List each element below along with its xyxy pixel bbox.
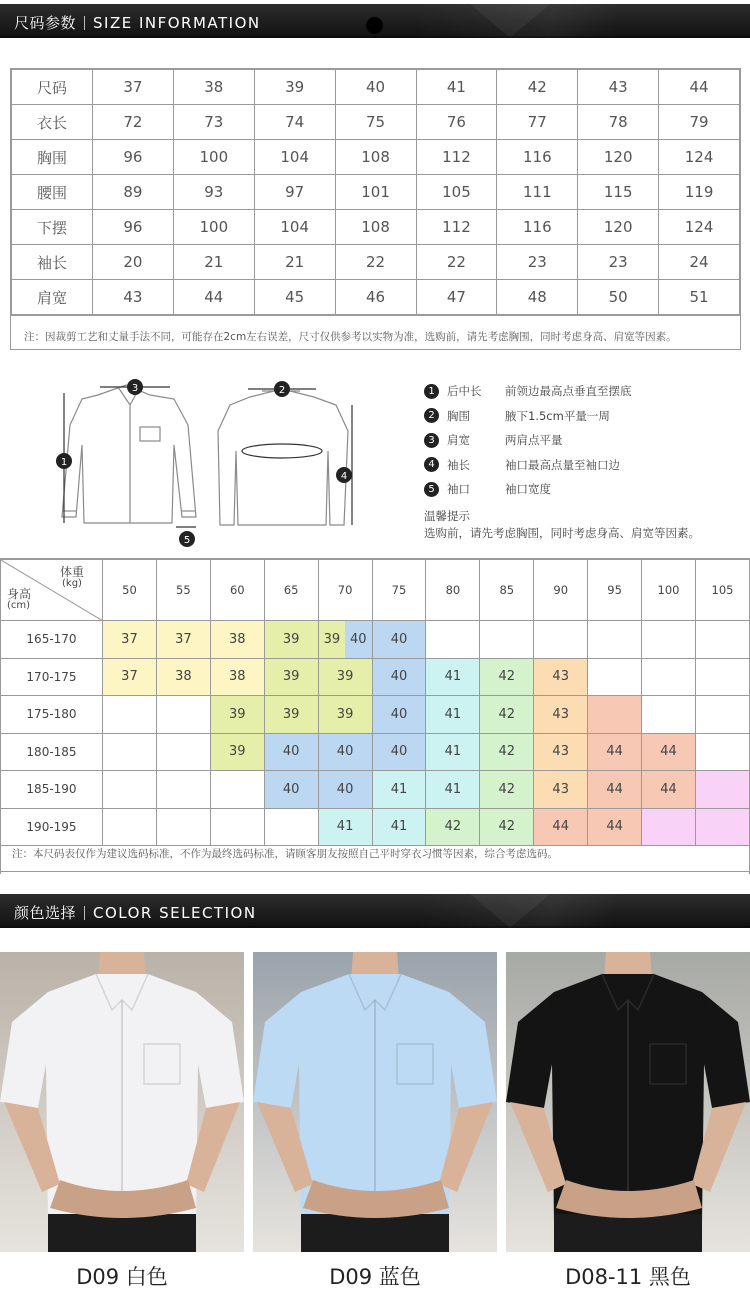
legend-name: 后中长 — [447, 384, 482, 399]
recommended-size-cell — [103, 696, 157, 734]
size-cell: 23 — [578, 245, 659, 280]
size-info-banner — [0, 4, 750, 38]
recommended-size-cell: 37 — [103, 658, 157, 696]
size-cell: 37 — [93, 70, 174, 105]
banner-decoration-triangle — [470, 894, 550, 928]
weight-unit: (kg) — [62, 578, 82, 589]
recommended-size-cell — [588, 621, 642, 659]
size-row — [12, 280, 740, 315]
size-cell: 21 — [173, 245, 254, 280]
size-table — [10, 68, 741, 350]
size-info-title-en: SIZE INFORMATION — [93, 14, 261, 32]
recommended-size-cell — [642, 621, 696, 659]
tip-text: 选购前，请先考虑胸围，同时考虑身高、肩宽等因素。 — [424, 526, 700, 540]
size-row — [12, 175, 740, 210]
size-cell: 111 — [497, 175, 578, 210]
size-cell: 24 — [659, 245, 740, 280]
size-cell: 115 — [578, 175, 659, 210]
size-cell: 124 — [659, 140, 740, 175]
recommended-size-cell: 38 — [210, 621, 264, 659]
recommended-size-cell: 40 — [264, 771, 318, 809]
marker-1-label: 1 — [60, 457, 68, 468]
weight-label: 体重 — [59, 565, 84, 579]
size-recommendation-table — [0, 558, 750, 872]
weight-header-cell: 55 — [156, 560, 210, 621]
recommended-size-cell: 43 — [534, 733, 588, 771]
legend-number-icon: 3 — [424, 433, 439, 448]
recommended-size-cell — [534, 621, 588, 659]
recommended-size-cell: 40 — [372, 696, 426, 734]
height-unit: (cm) — [7, 600, 31, 611]
recommended-size-cell — [480, 621, 534, 659]
table-corner-header — [1, 560, 103, 621]
banner-decoration-triangle — [470, 4, 550, 38]
recommended-size-cell: 39 — [318, 658, 372, 696]
marker-2-label: 2 — [278, 385, 286, 396]
product-image-blue[interactable] — [253, 952, 497, 1252]
shirt-photo-illustration — [0, 952, 244, 1252]
legend-number-icon: 1 — [424, 384, 439, 399]
recommended-size-cell: 40 — [318, 771, 372, 809]
weight-header-row — [1, 560, 750, 621]
size-cell: 96 — [93, 210, 174, 245]
recommended-size-cell: 41 — [426, 733, 480, 771]
recommended-size-cell: 43 — [534, 771, 588, 809]
weight-header-cell: 95 — [588, 560, 642, 621]
size-cell: 72 — [93, 105, 174, 140]
legend-name: 胸围 — [447, 408, 470, 423]
size-row — [12, 70, 740, 105]
split-size-value: 40 — [345, 621, 371, 658]
weight-header-cell: 50 — [103, 560, 157, 621]
recommended-size-cell: 40 — [264, 733, 318, 771]
recommended-size-cell: 43 — [534, 696, 588, 734]
size-info-title — [14, 12, 261, 33]
size-cell: 46 — [335, 280, 416, 315]
tip-title: 温馨提示 — [424, 509, 470, 523]
marker-5-label: 5 — [183, 535, 191, 546]
size-cell: 41 — [416, 70, 497, 105]
recommended-size-cell — [695, 808, 749, 846]
size-cell: 79 — [659, 105, 740, 140]
size-cell: 120 — [578, 140, 659, 175]
recommended-size-cell: 44 — [588, 808, 642, 846]
recommended-size-cell — [426, 621, 480, 659]
size-row — [12, 105, 740, 140]
recommended-size-cell — [156, 733, 210, 771]
recommended-size-cell: 40 — [372, 621, 426, 659]
recommended-size-cell — [695, 621, 749, 659]
recommended-size-cell — [210, 771, 264, 809]
legend-description: 前领边最高点垂直至摆底 — [505, 384, 632, 399]
recommended-size-cell: 42 — [480, 733, 534, 771]
size-cell: 116 — [497, 140, 578, 175]
size-cell: 93 — [173, 175, 254, 210]
recommended-size-cell: 41 — [426, 771, 480, 809]
legend-row — [424, 453, 632, 478]
recommended-size-cell — [156, 771, 210, 809]
recommended-size-cell: 38 — [156, 658, 210, 696]
recommended-size-cell: 39 — [318, 696, 372, 734]
height-row — [1, 621, 750, 659]
split-size-value: 39 — [319, 621, 345, 658]
size-cell: 38 — [173, 70, 254, 105]
product-label-white: D09 白色 — [76, 1265, 168, 1289]
legend-name: 袖长 — [447, 457, 470, 472]
recommended-size-cell: 40 — [372, 658, 426, 696]
weight-header-cell: 70 — [318, 560, 372, 621]
recommended-size-cell — [642, 696, 696, 734]
model-trousers — [48, 1214, 196, 1252]
size-cell: 104 — [254, 140, 335, 175]
recommended-size-cell — [642, 808, 696, 846]
legend-row — [424, 404, 632, 429]
height-range-label: 165-170 — [1, 621, 103, 659]
marker-4-label: 4 — [340, 471, 348, 482]
legend-number-icon: 4 — [424, 457, 439, 472]
size-row-label: 下摆 — [12, 210, 93, 245]
size-cell: 78 — [578, 105, 659, 140]
product-label-blue: D09 蓝色 — [329, 1265, 421, 1289]
split-size-cell — [319, 621, 372, 658]
size-cell: 73 — [173, 105, 254, 140]
size-cell: 116 — [497, 210, 578, 245]
size-cell: 74 — [254, 105, 335, 140]
size-row — [12, 245, 740, 280]
recommended-size-cell — [695, 733, 749, 771]
size-cell: 20 — [93, 245, 174, 280]
recommended-size-cell: 42 — [480, 696, 534, 734]
size-cell: 108 — [335, 210, 416, 245]
size-cell: 105 — [416, 175, 497, 210]
legend-row — [424, 428, 632, 453]
height-label: 身高 — [7, 587, 32, 601]
size-cell: 89 — [93, 175, 174, 210]
size-row-label: 衣长 — [12, 105, 93, 140]
shopping-tip — [424, 508, 700, 542]
weight-header-cell: 65 — [264, 560, 318, 621]
size-table-grid — [11, 69, 740, 315]
shirt-photo-illustration — [253, 952, 497, 1252]
size-info-title-cn: 尺码参数 — [14, 14, 77, 32]
measurement-diagram — [0, 365, 750, 555]
product-label-black: D08-11 黑色 — [565, 1265, 691, 1289]
size-cell: 40 — [335, 70, 416, 105]
title-separator — [84, 16, 85, 30]
weight-axis-label — [60, 566, 84, 590]
size-row-label: 腰围 — [12, 175, 93, 210]
size-cell: 44 — [659, 70, 740, 105]
size-cell: 108 — [335, 140, 416, 175]
title-separator — [84, 906, 85, 920]
height-row — [1, 658, 750, 696]
size-cell: 21 — [254, 245, 335, 280]
weight-header-cell: 85 — [480, 560, 534, 621]
recommended-size-cell: 42 — [480, 771, 534, 809]
size-row — [12, 210, 740, 245]
height-range-label: 180-185 — [1, 733, 103, 771]
legend-description: 两肩点平量 — [505, 433, 563, 448]
size-row-label: 肩宽 — [12, 280, 93, 315]
recommended-size-cell: 37 — [156, 621, 210, 659]
size-cell: 23 — [497, 245, 578, 280]
recommended-size-cell: 39 — [210, 733, 264, 771]
banner-shadow — [0, 36, 750, 38]
weight-header-cell: 80 — [426, 560, 480, 621]
recommended-size-cell — [588, 696, 642, 734]
weight-header-cell: 105 — [695, 560, 749, 621]
legend-name: 袖口 — [447, 482, 470, 497]
recommended-size-cell: 41 — [318, 808, 372, 846]
legend-number-icon: 2 — [424, 408, 439, 423]
model-trousers — [301, 1214, 449, 1252]
size-cell: 120 — [578, 210, 659, 245]
size-cell: 96 — [93, 140, 174, 175]
recommended-size-cell: 39 — [264, 621, 318, 659]
size-cell: 124 — [659, 210, 740, 245]
recommended-size-cell: 44 — [642, 771, 696, 809]
recommendation-note: 注：本尺码表仅作为建议选码标准，不作为最终选码标准，请顾客朋友按照自己平时穿衣习惯等因素，综合考虑选码。 — [12, 848, 558, 860]
height-range-label: 185-190 — [1, 771, 103, 809]
recommended-size-cell: 39 — [264, 658, 318, 696]
front-shirt-collar — [118, 387, 140, 523]
size-cell: 43 — [93, 280, 174, 315]
model-trousers — [554, 1214, 702, 1252]
size-cell: 119 — [659, 175, 740, 210]
color-selection-title-en: COLOR SELECTION — [93, 904, 257, 922]
color-selection-title — [14, 902, 257, 923]
weight-header-cell: 75 — [372, 560, 426, 621]
recommended-size-cell — [103, 733, 157, 771]
recommended-size-cell: 39 — [210, 696, 264, 734]
recommended-size-cell: 42 — [480, 808, 534, 846]
size-cell: 22 — [416, 245, 497, 280]
chest-measure-ellipse — [242, 444, 322, 458]
size-cell: 44 — [173, 280, 254, 315]
recommended-size-cell: 44 — [642, 733, 696, 771]
recommended-size-cell: 42 — [480, 658, 534, 696]
weight-header-cell: 90 — [534, 560, 588, 621]
recommended-size-cell: 44 — [588, 733, 642, 771]
height-range-label: 175-180 — [1, 696, 103, 734]
weight-header-cell: 60 — [210, 560, 264, 621]
size-table-note: 注：因裁剪工艺和丈量手法不同，可能存在2cm左右误差，尺寸仅供参考以实物为准，选购前，请先考虑胸围，同时考虑身高、肩宽等因素。 — [11, 315, 740, 357]
height-range-label: 170-175 — [1, 658, 103, 696]
recommended-size-cell — [695, 658, 749, 696]
product-image-white[interactable] — [0, 952, 244, 1252]
recommended-size-cell — [588, 658, 642, 696]
recommended-size-cell: 43 — [534, 658, 588, 696]
size-row-label: 尺码 — [12, 70, 93, 105]
legend-name: 肩宽 — [447, 433, 470, 448]
size-cell: 112 — [416, 140, 497, 175]
size-cell: 45 — [254, 280, 335, 315]
recommended-size-cell: 44 — [588, 771, 642, 809]
banner-shadow — [0, 926, 750, 928]
recommended-size-cell — [156, 696, 210, 734]
recommended-size-cell: 38 — [210, 658, 264, 696]
product-image-black[interactable] — [506, 952, 750, 1252]
size-cell: 47 — [416, 280, 497, 315]
size-cell: 39 — [254, 70, 335, 105]
height-axis-label — [7, 588, 31, 612]
size-cell: 43 — [578, 70, 659, 105]
size-cell: 97 — [254, 175, 335, 210]
size-cell: 100 — [173, 140, 254, 175]
legend-description: 袖口最高点量至袖口边 — [505, 457, 620, 472]
height-range-label: 190-195 — [1, 808, 103, 846]
recommended-size-cell: 44 — [534, 808, 588, 846]
size-row — [12, 140, 740, 175]
size-row-label: 胸围 — [12, 140, 93, 175]
color-selection-banner — [0, 894, 750, 928]
size-cell: 76 — [416, 105, 497, 140]
shirt-photo-illustration — [506, 952, 750, 1252]
size-cell: 51 — [659, 280, 740, 315]
recommended-size-cell — [318, 621, 372, 659]
banner-dot-icon — [366, 17, 383, 34]
recommended-size-cell — [695, 771, 749, 809]
legend-description: 腋下1.5cm平量一周 — [505, 408, 610, 423]
legend-number-icon: 5 — [424, 482, 439, 497]
size-cell: 42 — [497, 70, 578, 105]
recommended-size-cell: 41 — [426, 658, 480, 696]
front-shirt-outline — [62, 385, 196, 523]
size-cell: 101 — [335, 175, 416, 210]
recommended-size-cell: 39 — [264, 696, 318, 734]
recommended-size-cell: 41 — [372, 808, 426, 846]
legend-row — [424, 379, 632, 404]
size-cell: 50 — [578, 280, 659, 315]
recommended-size-cell: 42 — [426, 808, 480, 846]
legend-row — [424, 477, 632, 502]
size-cell: 104 — [254, 210, 335, 245]
recommended-size-cell — [642, 658, 696, 696]
recommendation-grid — [0, 559, 750, 874]
size-cell: 112 — [416, 210, 497, 245]
size-cell: 48 — [497, 280, 578, 315]
recommended-size-cell: 37 — [103, 621, 157, 659]
size-cell: 75 — [335, 105, 416, 140]
size-cell: 22 — [335, 245, 416, 280]
height-row — [1, 696, 750, 734]
height-row — [1, 771, 750, 809]
recommended-size-cell: 41 — [372, 771, 426, 809]
recommended-size-cell: 40 — [318, 733, 372, 771]
recommended-size-cell: 41 — [426, 696, 480, 734]
color-selection-title-cn: 颜色选择 — [14, 904, 77, 922]
marker-3-label: 3 — [131, 383, 139, 394]
recommended-size-cell — [103, 771, 157, 809]
weight-header-cell: 100 — [642, 560, 696, 621]
measurement-legend — [424, 379, 632, 502]
height-row — [1, 733, 750, 771]
recommended-size-cell: 40 — [372, 733, 426, 771]
legend-description: 袖口宽度 — [505, 482, 551, 497]
shirt-diagram — [0, 365, 420, 555]
size-row-label: 袖长 — [12, 245, 93, 280]
back-shirt-outline — [218, 389, 348, 525]
recommended-size-cell — [695, 696, 749, 734]
front-shirt-pocket — [140, 427, 160, 441]
size-cell: 77 — [497, 105, 578, 140]
size-cell: 100 — [173, 210, 254, 245]
